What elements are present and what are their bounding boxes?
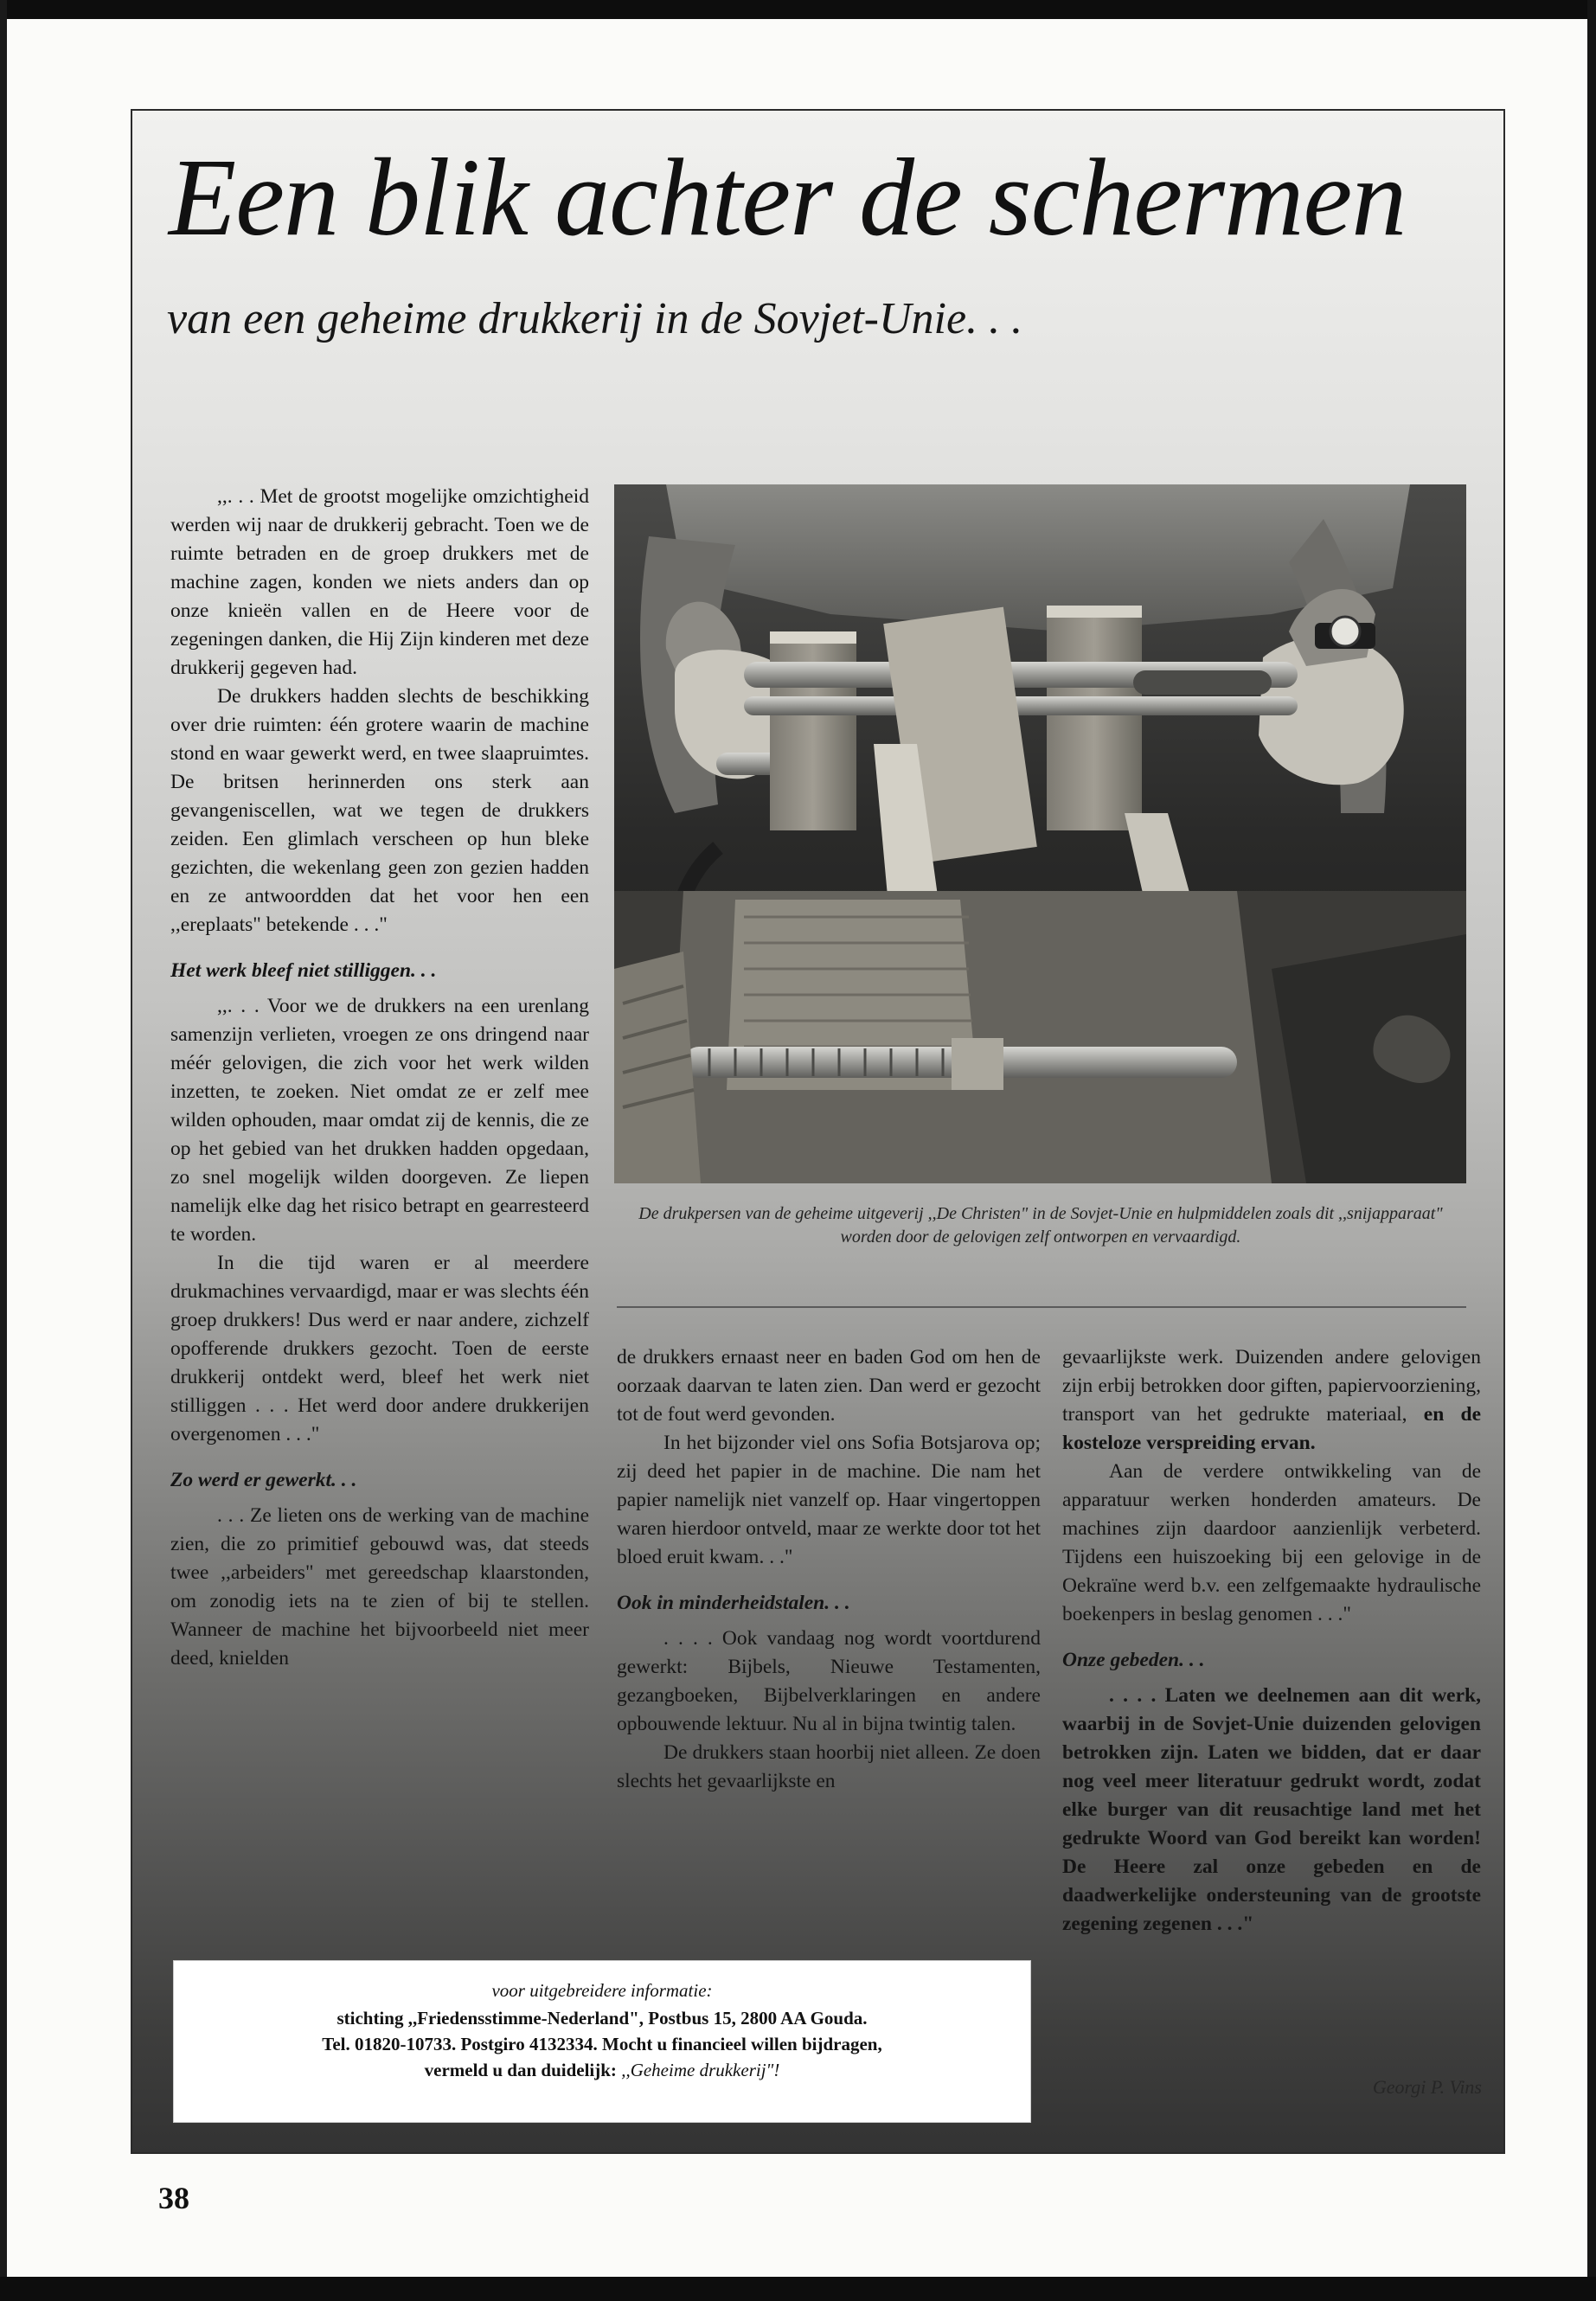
section-heading: Onze gebeden. . . — [1062, 1649, 1205, 1671]
info-contact: Tel. 01820-10733. Postgiro 4132334. Mocht u financieel willen bijdragen, — [322, 2034, 882, 2054]
article-title: Een blik achter de schermen — [169, 136, 1407, 259]
paragraph-text: gevaarlijkste werk. Duizenden andere gelovigen zijn erbij betrokken door giften, papiervoorziening, transport van het gedrukte materiaal, — [1062, 1346, 1481, 1426]
paragraph: . . . . Ook vandaag nog wordt voortdurend gewerkt: Bijbels, Nieuwe Testamenten, gezangboeken, Bijbelverklaringen en andere opbouwende lektuur. Nu al in bijna twintig talen. — [617, 1627, 1041, 1735]
info-address: stichting ,,Friedensstimme-Nederland", Postbus 15, 2800 AA Gouda. — [337, 2008, 868, 2029]
paragraph: De drukkers staan hoorbij niet alleen. Ze doen slechts het gevaarlijkste en — [617, 1741, 1041, 1792]
scan-edge-top — [0, 0, 1596, 19]
bold-text: en de kosteloze verspreiding ervan. — [1062, 1403, 1481, 1454]
section-heading: Ook in minderheidstalen. . . — [617, 1592, 850, 1614]
scan-edge-bottom — [0, 2277, 1596, 2301]
paragraph: ,,. . . Met de grootst mogelijke omzichtigheid werden wij naar de drukkerij gebracht. Toen we de ruimte betraden en de groep drukkers met de machine zagen, konden we niets anders dan op onze knieën vallen en de Heere voor de zegeningen danken, die Hij Zijn kinderen met deze drukkerij gegeven had. — [170, 485, 589, 679]
printing-press-photo — [614, 484, 1466, 1183]
divider — [617, 1306, 1466, 1308]
column-2 — [617, 1343, 1041, 1796]
article-subtitle: van een geheime drukkerij in de Sovjet-Unie. . . — [167, 294, 1023, 343]
paragraph: de drukkers ernaast neer en baden God om hen de oorzaak daarvan te laten zien. Dan werd er gezocht tot de fout werd gevonden. — [617, 1346, 1041, 1426]
column-3 — [1062, 1343, 1481, 1939]
article-panel — [132, 111, 1503, 2152]
paragraph: ,,. . . Voor we de drukkers na een urenlang samenzijn verlieten, vroegen ze ons dringend naar méér gelovigen, die zich voor het werk wilden inzetten, te zoeken. Niet omdat ze er zelf mee wilden ophouden, maar omdat zij de kennis, die ze op het gebied van het drukken hadden opgedaan, zo snel mogelijk wilden doorgeven. Ze liepen namelijk elke dag het risico betrapt en gearresteerd te worden. — [170, 995, 589, 1246]
paragraph: . . . . Laten we deelnemen aan dit werk, waarbij in de Sovjet-Unie duizenden gelovigen betrokken zijn. Laten we bidden, dat er daar nog veel meer literatuur gedrukt wordt, zodat elke burger van dit reusachtige land met het gedrukte Woord van God bereikt kan worden! De Heere zal onze gebeden en de daadwerkelijke ondersteuning van de grootste zegening zegenen . . ." — [1062, 1684, 1481, 1935]
paragraph: In het bijzonder viel ons Sofia Botsjarova op; zij deed het papier in de machine. Die nam het papier namelijk niet vanzelf op. Haar vingertoppen waren hierdoor ontveld, maar ze werkte door tot het bloed eruit kwam. . ." — [617, 1432, 1041, 1568]
info-reference — [174, 2058, 1030, 2082]
info-box — [173, 1960, 1031, 2123]
paragraph: In die tijd waren er al meerdere drukmachines vervaardigd, maar er was slechts één groep drukkers! Dus werd er naar andere, zichzelf opofferende drukkers gezocht. Toen de eerste drukkerij ontdekt werd, bleef het werk niet stilliggen . . . Het werd door andere drukkerijen overgenomen . . ." — [170, 1252, 589, 1445]
scan-edge-left — [0, 0, 7, 2301]
section-heading: Zo werd er gewerkt. . . — [170, 1469, 357, 1491]
info-intro: voor uitgebreidere informatie: — [491, 1980, 713, 2001]
paragraph: De drukkers hadden slechts de beschikking over drie ruimten: één grotere waarin de machine stond en waar gewerkt werd, en twee slaapruimtes. De britsen herinnerden ons sterk aan gevangeniscellen, wat we tegen de drukkers zeiden. Een glimlach verscheen op hun bleke gezichten, die wekenlang geen zon gezien hadden en ze antwoordden dat het voor hen een ,,ereplaats" betekende . . ." — [170, 685, 589, 936]
photo-caption: De drukpersen van de geheime uitgeverij ,,De Christen" in de Sovjet-Unie en hulpmiddelen zoals dit ,,snijapparaat" worden door de gelovigen zelf ontworpen en vervaardigd. — [638, 1204, 1443, 1247]
paragraph: Aan de verdere ontwikkeling van de apparatuur werken honderden amateurs. De machines zijn daardoor aanzienlijk verbeterd. Tijdens een huiszoeking bij een gelovige in de Oekraïne werd b.v. een zelfgemaakte hydraulische boekenpers in beslag genomen . . ." — [1062, 1460, 1481, 1625]
paragraph: . . . Ze lieten ons de werking van de machine zien, die zo primitief gebouwd was, dat steeds twee ,,arbeiders" met gereedschap klaarstonden, om zonodig iets na te zien of bij te stellen. Wanneer de machine het bijvoorbeeld niet meer deed, knielden — [170, 1504, 589, 1670]
scan-edge-right — [1587, 0, 1596, 2301]
photo-illustration — [614, 484, 1466, 1183]
info-reference-code: ,,Geheime drukkerij"! — [621, 2060, 780, 2080]
section-heading: Het werk bleef niet stilliggen. . . — [170, 959, 437, 982]
page-number: 38 — [158, 2181, 189, 2215]
paragraph — [1062, 1343, 1481, 1458]
column-1 — [170, 483, 589, 1673]
author-signature: Georgi P. Vins — [1372, 2076, 1482, 2098]
info-reference-text: vermeld u dan duidelijk: — [424, 2060, 617, 2080]
